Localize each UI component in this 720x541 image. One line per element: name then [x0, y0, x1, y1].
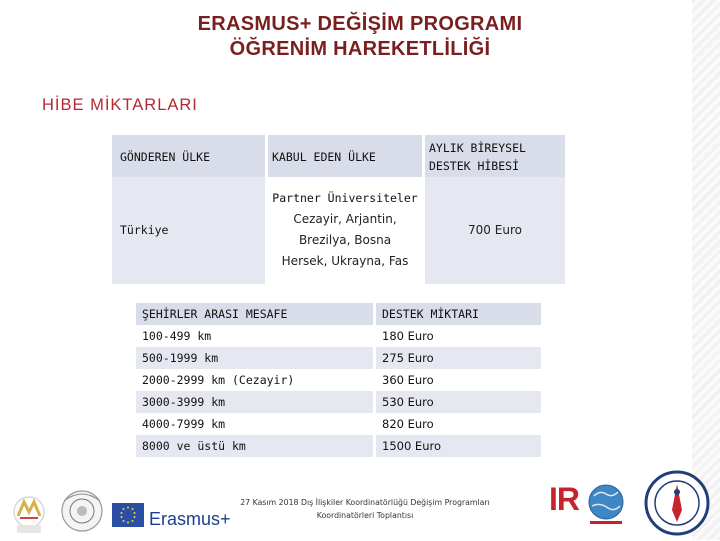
distance-table-header — [136, 303, 541, 325]
slide-title — [0, 12, 720, 62]
amount-value: 1500 Euro — [376, 435, 541, 457]
header-monthly-grant-line1: AYLIK BİREYSEL — [429, 141, 526, 155]
distance-value: 2000-2999 km (Cezayir) — [136, 369, 373, 391]
section-heading: HİBE MİKTARLARI — [42, 96, 198, 114]
eu-flag-icon — [112, 503, 144, 527]
header-sending-country — [112, 135, 265, 177]
table-row — [136, 369, 541, 391]
header-monthly-grant — [425, 135, 565, 177]
table-row — [136, 413, 541, 435]
cell-receiving-country — [268, 177, 422, 284]
university-logo-left — [8, 492, 50, 536]
header-receiving-country-label: KABUL EDEN ÜLKE — [272, 150, 376, 164]
sending-country-value: Türkiye — [120, 223, 169, 237]
erasmus-plus-logo: Erasmus+ — [149, 509, 231, 529]
grant-table — [112, 135, 565, 284]
table-row — [136, 435, 541, 457]
iro-logo: IR — [549, 481, 579, 517]
footer-line-2: Koordinatörleri Toplantısı — [316, 511, 414, 520]
monthly-grant-value: 700 Euro — [468, 223, 522, 237]
header-sending-country-label: GÖNDEREN ÜLKE — [120, 150, 211, 164]
cell-sending-country — [112, 177, 265, 284]
title-line-1: ERASMUS+ DEĞİŞİM PROGRAMI — [197, 13, 523, 35]
title-line-2: ÖĞRENİM HAREKETLİLİĞİ — [229, 38, 491, 60]
distance-value: 500-1999 km — [136, 347, 373, 369]
distance-value: 100-499 km — [136, 325, 373, 347]
table-row — [136, 391, 541, 413]
distance-value: 3000-3999 km — [136, 391, 373, 413]
receiving-countries-line2: Brezilya, Bosna — [298, 233, 392, 247]
slide-edge-texture — [692, 0, 720, 540]
iro-globe-icon — [586, 482, 626, 528]
header-distance: ŞEHİRLER ARASI MESAFE — [136, 303, 373, 325]
footer-line-1: 27 Kasım 2018 Dış İlişkiler Koordinatörlüğü Değişim Programları — [240, 498, 490, 507]
amount-value: 180 Euro — [376, 325, 541, 347]
globe-logo — [56, 485, 108, 537]
distance-value: 4000-7999 km — [136, 413, 373, 435]
table-row — [136, 325, 541, 347]
amount-value: 360 Euro — [376, 369, 541, 391]
footer-text — [200, 496, 530, 522]
receiving-countries-line3: Hersek, Ukrayna, Fas — [281, 254, 409, 268]
partner-universities-label: Partner Üniversiteler — [272, 191, 418, 205]
cell-monthly-grant — [425, 177, 565, 284]
distance-value: 8000 ve üstü km — [136, 435, 373, 457]
amount-value: 820 Euro — [376, 413, 541, 435]
amount-value: 530 Euro — [376, 391, 541, 413]
receiving-countries-line1: Cezayir, Arjantin, — [293, 212, 397, 226]
amount-value: 275 Euro — [376, 347, 541, 369]
university-seal — [644, 470, 710, 536]
header-amount: DESTEK MİKTARI — [376, 303, 541, 325]
header-receiving-country — [268, 135, 422, 177]
header-monthly-grant-line2: DESTEK HİBESİ — [429, 159, 520, 173]
table-row — [136, 347, 541, 369]
